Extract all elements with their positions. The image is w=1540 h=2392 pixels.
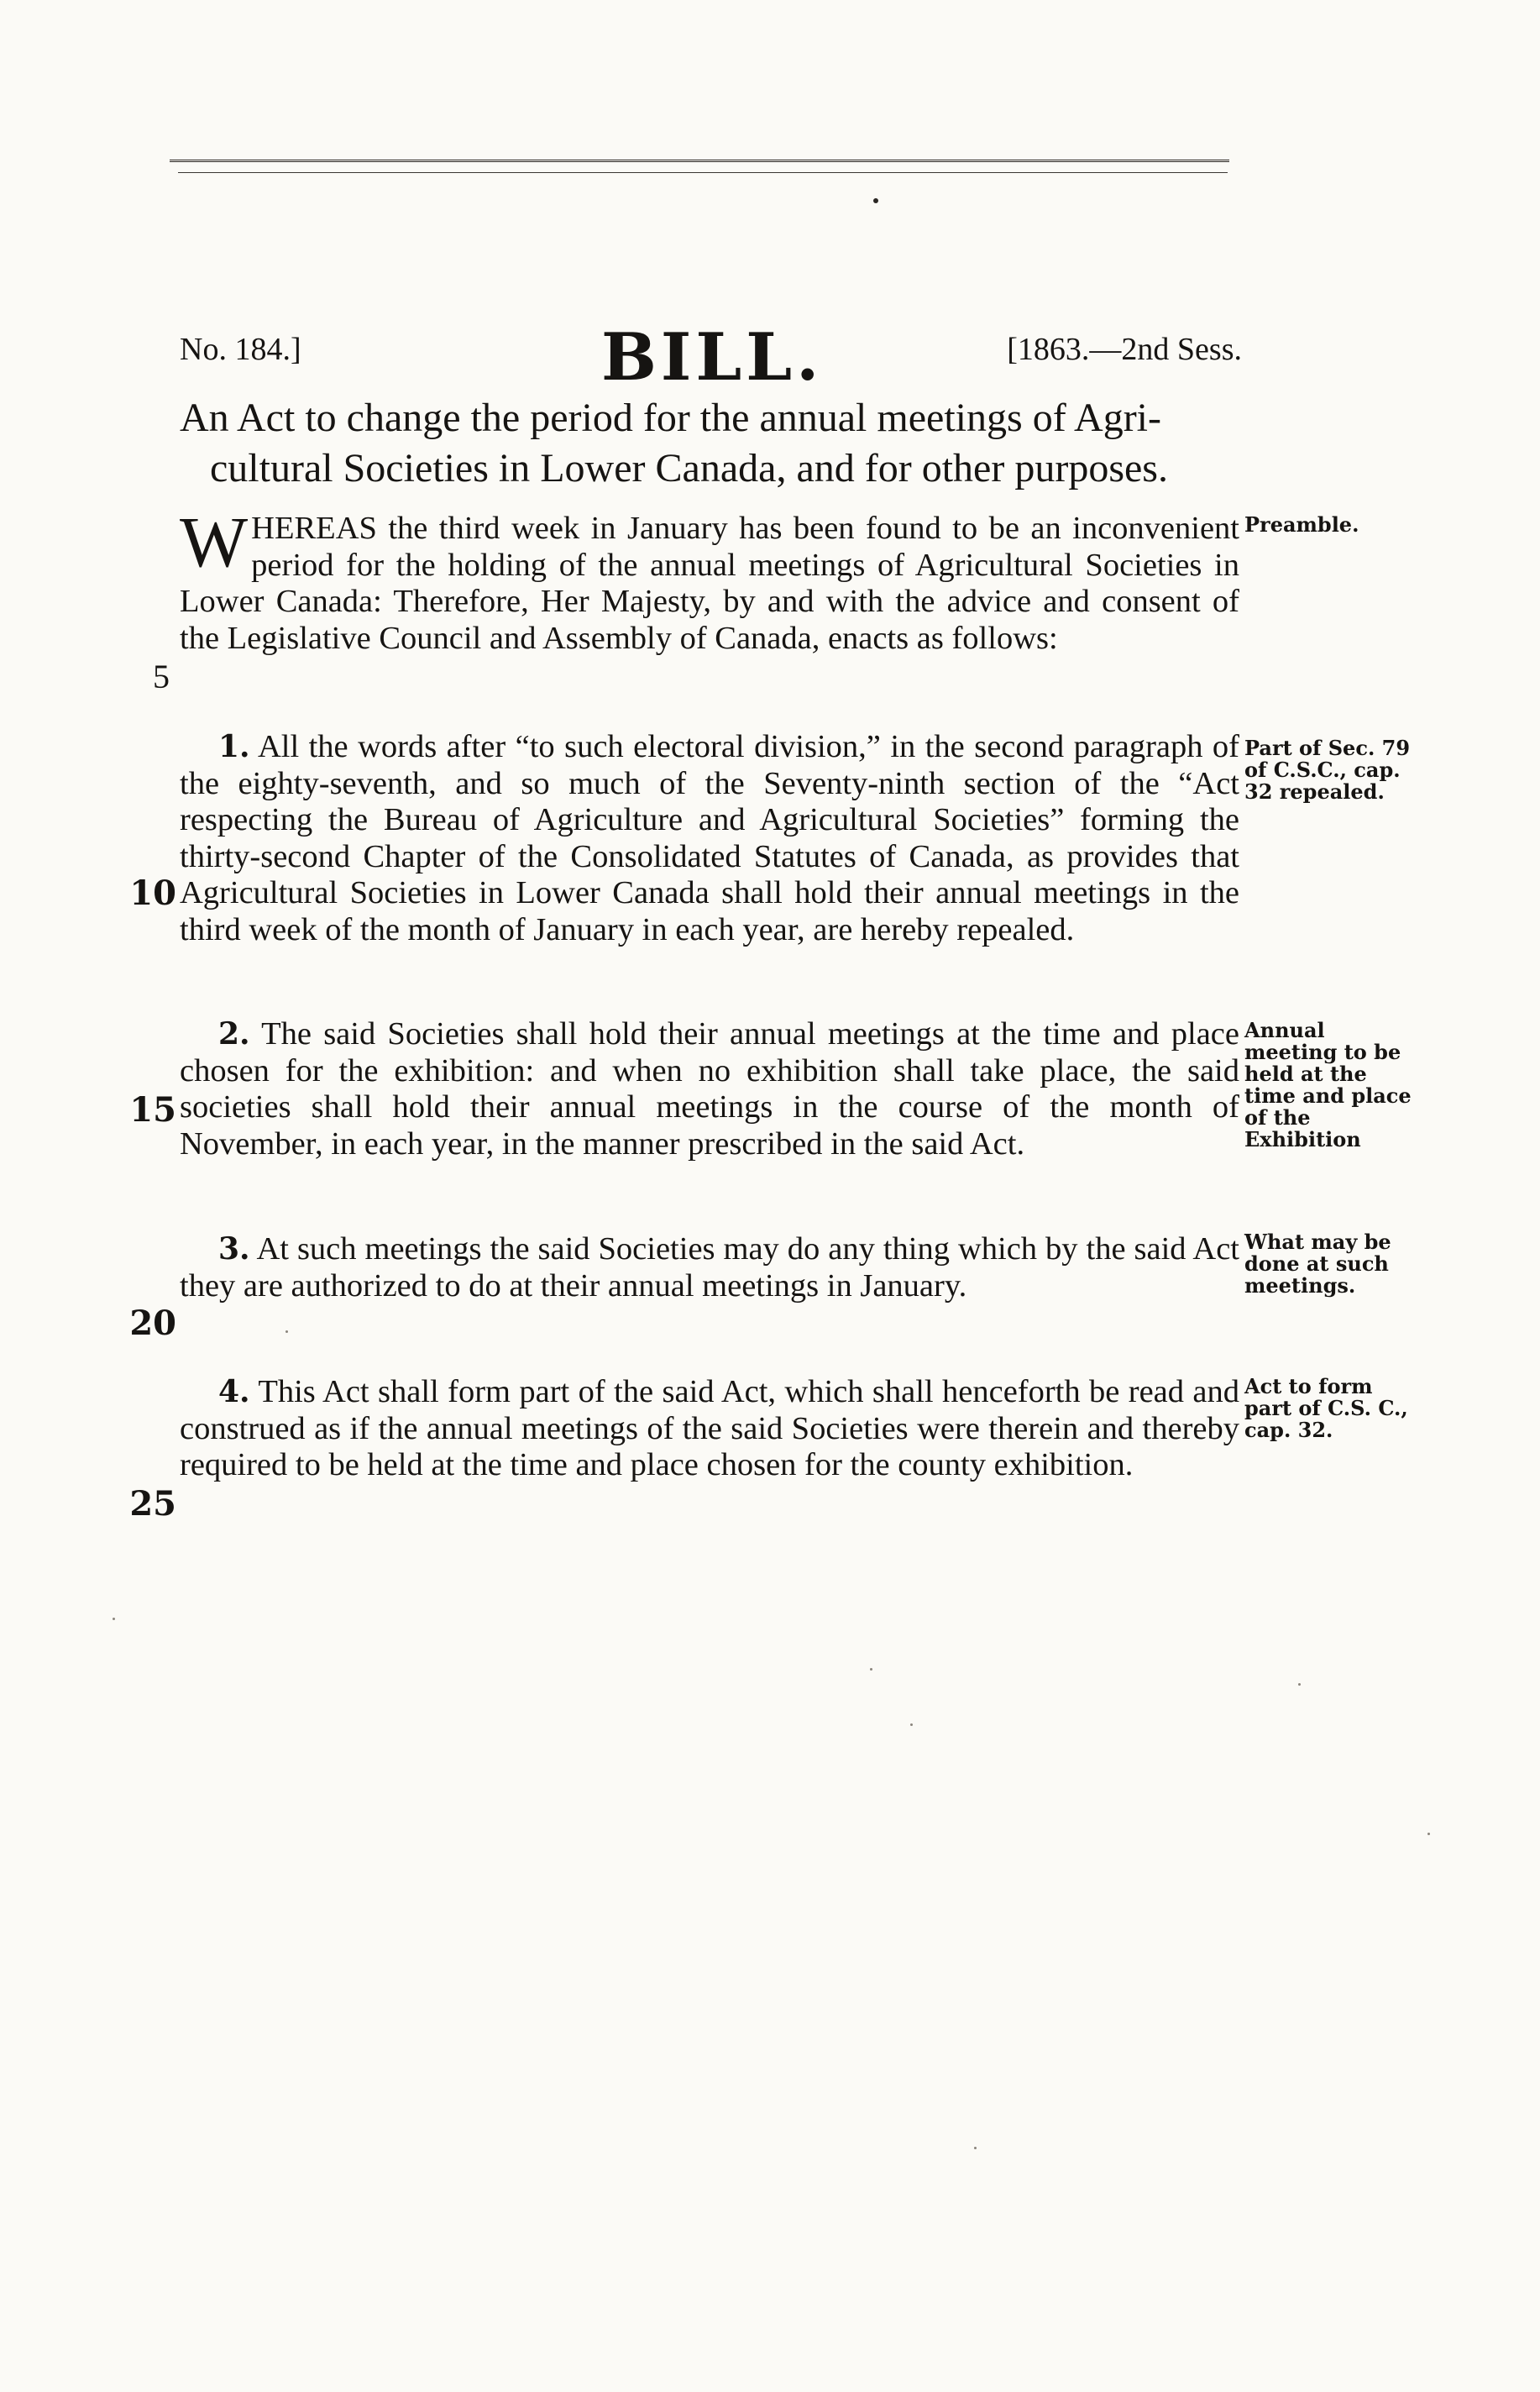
section-4-text: This Act shall form part of the said Act, which shall henceforth be read and construed as if the annual meetings of the said Societies were therein and thereby required to be held at the time and place chosen for the county exhibition.: [180, 1374, 1240, 1482]
section-4-number: 4.: [218, 1374, 250, 1409]
bill-header: [180, 319, 1242, 396]
section-1-number: 1.: [218, 729, 250, 764]
bill-number: No. 184.]: [180, 332, 301, 367]
paper-speck: [1427, 1833, 1430, 1835]
line-number-10: 10: [129, 873, 176, 913]
line-number-5: 5: [153, 658, 170, 695]
act-title-line-1: An Act to change the period for the annual meetings of Agri-: [180, 396, 1161, 440]
section-3: [180, 1231, 1239, 1304]
section-3-note: What may be done at such meetings.: [1244, 1230, 1391, 1298]
section-1-note: Part of Sec. 79 of C.S.C., cap. 32 repealed.: [1244, 736, 1411, 804]
paper-speck: [1298, 1683, 1301, 1686]
ink-dot: [873, 198, 878, 203]
section-4-paragraph: [180, 1374, 1239, 1484]
bill-heading: BILL.: [601, 319, 824, 396]
section-2-number: 2.: [218, 1016, 250, 1052]
section-1-text: All the words after “to such electoral division,” in the second paragraph of the eighty-seventh, and so much of the Seventy-ninth section of the “Act respecting the Bureau of Agriculture and Agricultural Societies” forming the thirty-second Chapter of the Consolidated Statutes of Canada, as provides that Agricultural Societies in Lower Canada shall hold their annual meetings in the third week of the month of January in each year, are hereby repealed.: [180, 729, 1239, 947]
preamble-text: WHEREAS the third week in January has been found to be an inconvenient period for the holding of the annual meetings of Agricultural Societies in Lower Canada: Therefore, Her Majesty, by and with the advice and consent of the Legislative Council and Assembly of Canada, enacts as follows:: [180, 501, 1239, 656]
section-2-text: The said Societies shall hold their annual meetings at the time and place chosen for the exhibition: and when no exhibition shall take place, the said societies shall hold their annual meetings in the course of the month of November, in each year, in the manner prescribed in the said Act.: [180, 1016, 1239, 1162]
section-4-note: Act to form part of C.S. C., cap. 32.: [1244, 1374, 1408, 1442]
section-1: [180, 729, 1239, 948]
act-title-line-2: cultural Societies in Lower Canada, and for other purposes.: [210, 446, 1168, 490]
section-4: [180, 1374, 1239, 1484]
paper-speck: [910, 1723, 913, 1726]
preamble-note: Preamble.: [1244, 512, 1359, 537]
session-date: [1863.—2nd Sess.: [1007, 332, 1242, 367]
section-2-note: Annual meeting to be held at the time and place of the Exhibition: [1244, 1018, 1412, 1151]
top-rule: [170, 160, 1229, 162]
section-3-text: At such meetings the said Societies may do any thing which by the said Act they are authorized to do at their annual meetings in January.: [180, 1231, 1239, 1304]
act-title: [180, 393, 1239, 494]
section-3-paragraph: [180, 1231, 1239, 1304]
paper-speck: [974, 2147, 977, 2149]
paper-speck: [113, 1618, 115, 1620]
section-2-paragraph: [180, 1016, 1239, 1162]
line-number-15: 15: [129, 1090, 176, 1130]
paper-speck: [870, 1668, 872, 1671]
line-number-25: 25: [129, 1484, 176, 1524]
section-1-paragraph: [180, 729, 1239, 948]
section-2: [180, 1016, 1239, 1162]
preamble: [180, 501, 1239, 657]
paper-speck: [285, 1330, 288, 1333]
line-number-20: 20: [129, 1304, 176, 1343]
section-3-number: 3.: [218, 1231, 250, 1267]
